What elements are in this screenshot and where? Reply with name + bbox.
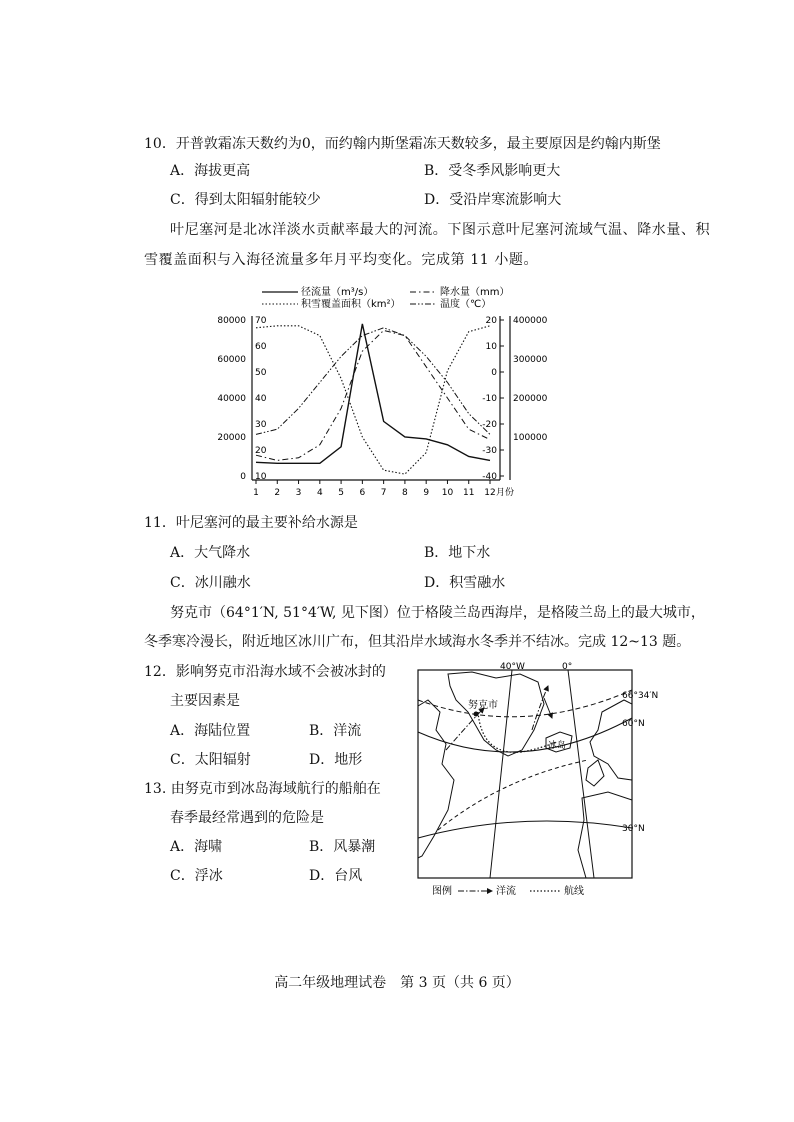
precip-tick-label: 60 [255, 342, 267, 352]
x-tick-label: 7 [380, 488, 387, 498]
q11-option-b: B．地下水 [424, 545, 491, 561]
x-tick-label: 12 [484, 488, 496, 498]
q10-option-a: A．海拔更高 [170, 163, 251, 179]
temp-tick-label: -40 [482, 472, 497, 482]
temp-tick-label: -30 [482, 446, 497, 456]
temp-tick-label: -10 [482, 394, 497, 404]
x-tick-label: 9 [423, 488, 430, 498]
x-tick-label: 11 [463, 488, 475, 498]
climate-runoff-chart [0, 280, 794, 510]
meridian-0 [568, 670, 594, 878]
british-isles-land [586, 760, 604, 786]
nuuk-marker [474, 712, 479, 717]
q13-option-d: D．台风 [309, 868, 363, 884]
precip-tick-label: 70 [255, 316, 267, 326]
precip-line [256, 330, 490, 460]
x-tick-label: 3 [295, 488, 302, 498]
legend-snow-label: 积雪覆盖面积（km²） [301, 299, 401, 310]
legend-precip-label: 降水量（mm） [440, 287, 510, 298]
map-legend-title: 图例 [432, 886, 452, 897]
map-legend-route: 航线 [564, 886, 584, 897]
q11-stem: 11．叶尼塞河的最主要补给水源是 [144, 515, 358, 531]
q13-stem-line2: 春季最经常遇到的危险是 [170, 810, 324, 826]
legend-runoff-label: 径流量（m³/s） [301, 287, 374, 298]
q11-option-a: A．大气降水 [170, 545, 251, 561]
q10-option-d: D．受沿岸寒流影响大 [424, 192, 562, 208]
q10-option-b: B．受冬季风影响更大 [424, 163, 561, 179]
q11-option-d: D．积雪融水 [424, 575, 506, 591]
left-tick-label: 20000 [217, 433, 246, 443]
left-tick-label: 0 [240, 472, 246, 482]
temp-tick-label: -20 [482, 420, 497, 430]
temp-tick-label: 10 [485, 342, 497, 352]
shipping-route [478, 712, 556, 752]
precip-tick-label: 20 [255, 446, 267, 456]
q13-option-c: C．浮冰 [170, 868, 223, 884]
q10-stem: 10．开普敦霜冻天数约为0，而约翰内斯堡霜冻天数较多，最主要原因是约翰内斯堡 [144, 136, 661, 152]
snow-tick-label: 300000 [513, 355, 548, 365]
north-atlantic-map [412, 660, 659, 900]
snow-tick-label: 100000 [513, 433, 548, 443]
x-tick-label: 2 [274, 488, 281, 498]
lon-0-label: 0° [562, 662, 573, 672]
lat-60-label: 60°N [622, 719, 645, 729]
temp-line [256, 328, 490, 435]
q11-option-c: C．冰川融水 [170, 575, 251, 591]
iceland-label: 冰岛 [548, 741, 567, 751]
q13-stem-line1: 13. 由努克市到冰岛海域航行的船舶在 [144, 781, 381, 797]
intro2-line1: 努克市（64°1′N, 51°4′W, 见下图）位于格陵兰岛西海岸，是格陵兰岛上的最大城市， [170, 605, 705, 621]
greenland-land [448, 672, 544, 756]
current-irminger [532, 686, 548, 730]
x-tick-label: 6 [359, 488, 366, 498]
temp-tick-label: 20 [485, 316, 497, 326]
q13-option-b: B．风暴潮 [309, 839, 376, 855]
q12-option-c: C．太阳辐射 [170, 752, 251, 768]
intro1-line1: 叶尼塞河是北冰洋淡水贡献率最大的河流。下图示意叶尼塞河流域气温、降水量、积 [170, 222, 711, 238]
x-unit-label: 月份 [496, 488, 515, 498]
snow-line [256, 326, 490, 474]
x-tick-label: 4 [316, 488, 323, 498]
snow-tick-label: 400000 [513, 316, 548, 326]
x-tick-label: 1 [253, 488, 259, 498]
precip-tick-label: 10 [255, 472, 267, 482]
legend-temp-label: 温度（℃） [440, 299, 492, 310]
lat-66-label: 66°34′N [622, 691, 659, 701]
page-footer: 高二年级地理试卷 第 3 页（共 6 页） [274, 975, 520, 991]
lat-30-label: 30°N [622, 824, 645, 834]
q12-option-a: A．海陆位置 [170, 723, 251, 739]
iberia-africa-land [578, 792, 632, 878]
q13-option-a: A．海啸 [170, 839, 223, 855]
nuuk-label: 努克市 [468, 700, 498, 711]
q12-option-b: B．洋流 [309, 723, 362, 739]
lon-40w-label: 40°W [500, 662, 525, 672]
map-legend-current: 洋流 [496, 886, 516, 897]
left-tick-label: 80000 [217, 316, 246, 326]
q12-stem-line2: 主要因素是 [170, 693, 240, 709]
precip-tick-label: 30 [255, 420, 267, 430]
parallel-30n [418, 821, 632, 838]
europe-land [590, 700, 632, 780]
left-tick-label: 40000 [217, 394, 246, 404]
intro2-line2: 冬季寒冷漫长，附近地区冰川广布，但其沿岸水域海水冬季并不结冰。完成 12~13 题。 [144, 634, 691, 650]
arctic-circle [418, 690, 632, 717]
x-tick-label: 8 [402, 488, 408, 498]
q12-stem-line1: 12．影响努克市沿海水域不会被冰封的 [144, 664, 386, 680]
temp-tick-label: 0 [491, 368, 497, 378]
left-tick-label: 60000 [217, 355, 246, 365]
precip-tick-label: 50 [255, 368, 267, 378]
snow-tick-label: 200000 [513, 394, 548, 404]
x-tick-label: 10 [441, 488, 454, 498]
q12-option-d: D．地形 [309, 752, 363, 768]
x-tick-label: 5 [338, 488, 344, 498]
north-america-land [418, 700, 454, 858]
precip-tick-label: 40 [255, 394, 267, 404]
q10-option-c: C．得到太阳辐射能较少 [170, 192, 321, 208]
intro1-line2: 雪覆盖面积与入海径流量多年月平均变化。完成第 11 小题。 [144, 252, 539, 268]
current-north-atlantic [438, 760, 588, 830]
